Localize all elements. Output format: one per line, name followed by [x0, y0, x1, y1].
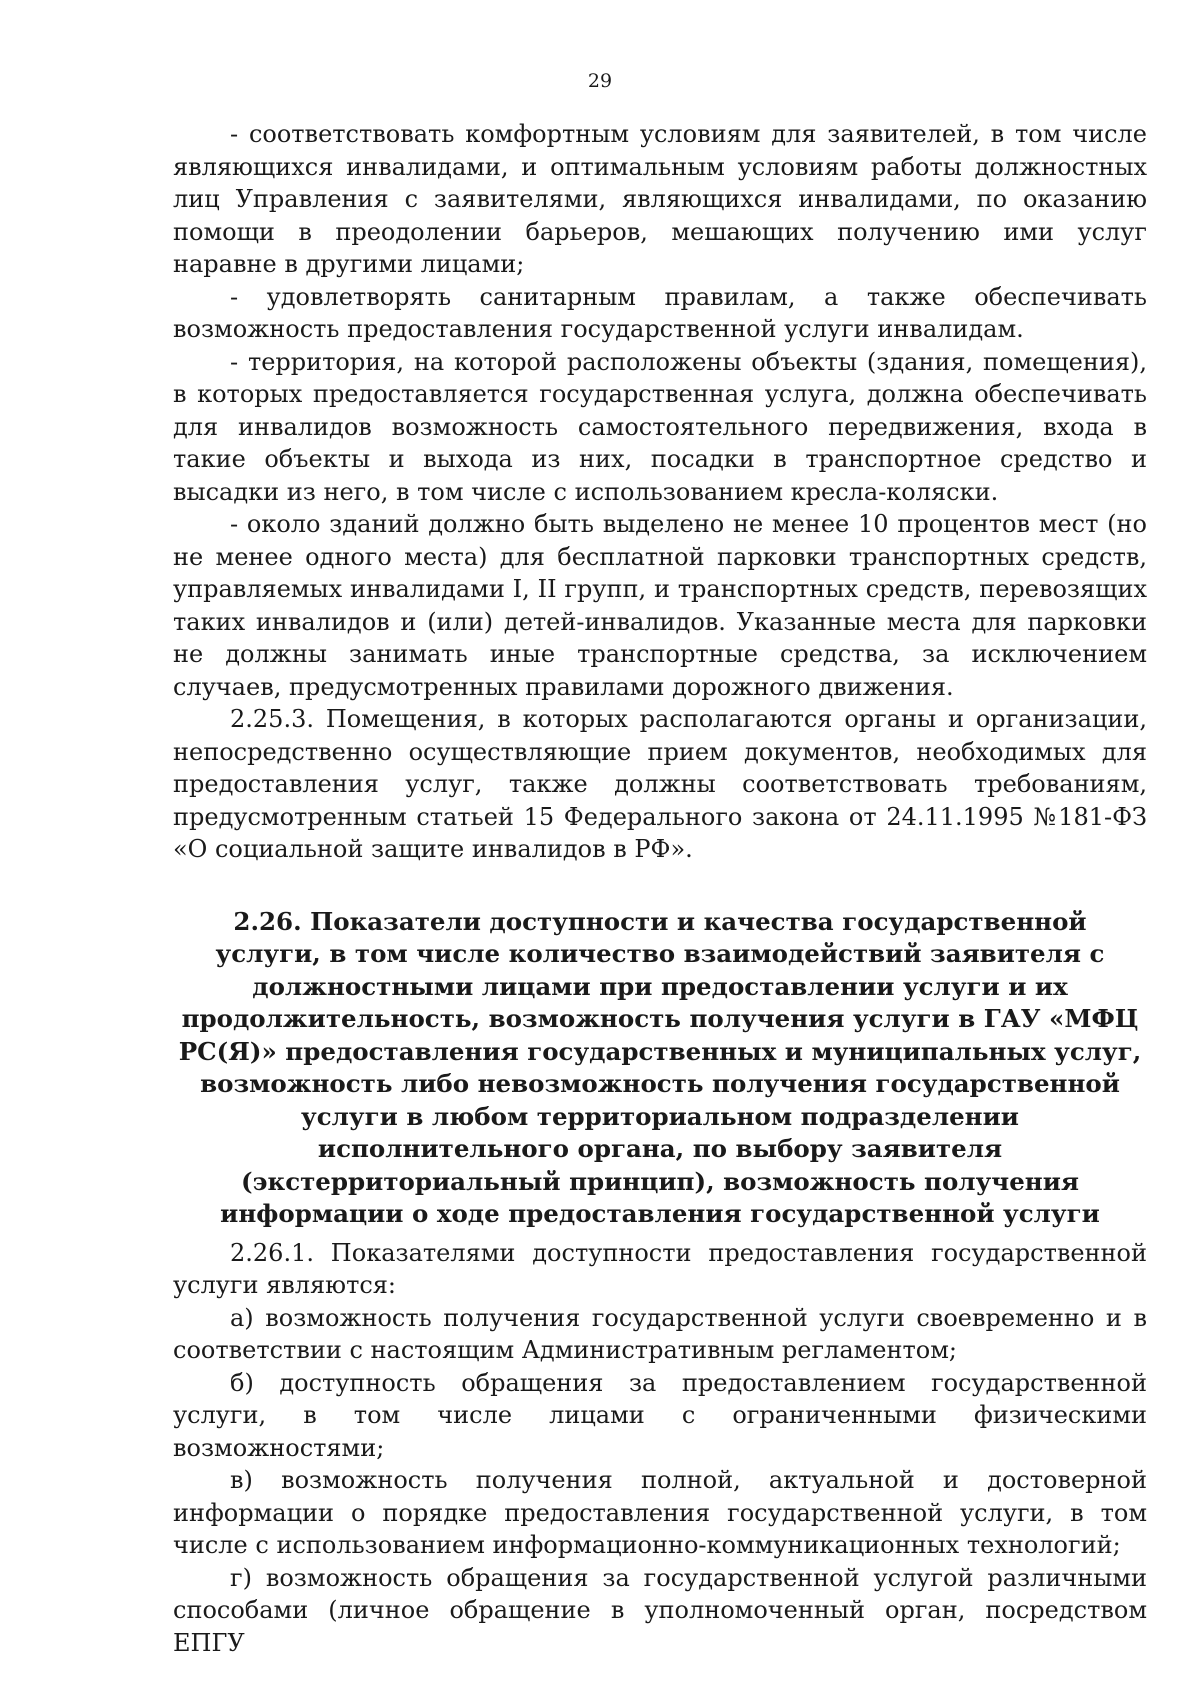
paragraph-2-25-3: 2.25.3. Помещения, в которых располагаются органы и организации, непосредственно осуществляющие прием документов, необходимых для предоставления услуг, также должны соответствовать требованиям, предусмотренным статьей 15 Федерального закона от 24.11.1995 №181-ФЗ «О социальной защите инвалидов в РФ». — [173, 705, 1147, 863]
list-item-b: б) доступность обращения за предоставлением государственной услуги, в том числе лицами с ограниченными физическими возможностями; — [173, 1368, 1147, 1462]
list-item-a: а) возможность получения государственной услуги своевременно и в соответствии с настоящим Административным регламентом; — [173, 1303, 1147, 1364]
paragraph-comfort-conditions: - соответствовать комфортным условиям для заявителей, в том числе являющихся инвалидами, и оптимальным условиям работы должностных лиц Управления с заявителями, являющихся инвалидами, по оказанию помощи в преодолении барьеров, мешающих получению ими услуг наравне в другими лицами; — [173, 120, 1147, 278]
list-item-v: в) возможность получения полной, актуальной и достоверной информации о порядке предоставления государственной услуги, в том числе с использованием информационно-коммуникационных технологий; — [173, 1466, 1147, 1559]
document-body — [173, 118, 1147, 1659]
paragraph-parking: - около зданий должно быть выделено не менее 10 процентов мест (но не менее одного места) для бесплатной парковки транспортных средств, управляемых инвалидами I, II групп, и транспортных средств, перевозящих таких инвалидов и (или) детей-инвалидов. Указанные места для парковки не должны занимать иные транспортные средства, за исключением случаев, предусмотренных правилами дорожного движения. — [173, 510, 1147, 701]
paragraph-territory: - территория, на которой расположены объекты (здания, помещения), в которых предоставляется государственная услуга, должна обеспечивать для инвалидов возможность самостоятельного передвижения, входа в такие объекты и выхода из них, посадки в транспортное средство и высадки из него, в том числе с использованием кресла-коляски. — [173, 347, 1147, 506]
paragraph-sanitary-rules: - удовлетворять санитарным правилам, а также обеспечивать возможность предоставления государственной услуги инвалидам. — [173, 282, 1147, 343]
section-heading-2-26: 2.26. Показатели доступности и качества государственной услуги, в том числе количество взаимодействий заявителя с должностными лицами при предоставлении услуги и их продолжительность, возможность получения услуги в ГАУ «МФЦ РС(Я)» предоставления государственных и муниципальных услуг, возможность либо невозможность получения государственной услуги в любом территориальном подразделении исполнительного органа, по выбору заявителя (экстерриториальный принцип), возможность получения информации о ходе предоставления государственной услуги — [178, 906, 1142, 1228]
paragraph-2-26-1: 2.26.1. Показателями доступности предоставления государственной услуги являются: — [173, 1238, 1147, 1299]
page-number: 29 — [587, 70, 613, 92]
list-item-g: г) возможность обращения за государственной услугой различными способами (личное обращение в уполномоченный орган, посредством ЕПГУ — [173, 1563, 1147, 1657]
